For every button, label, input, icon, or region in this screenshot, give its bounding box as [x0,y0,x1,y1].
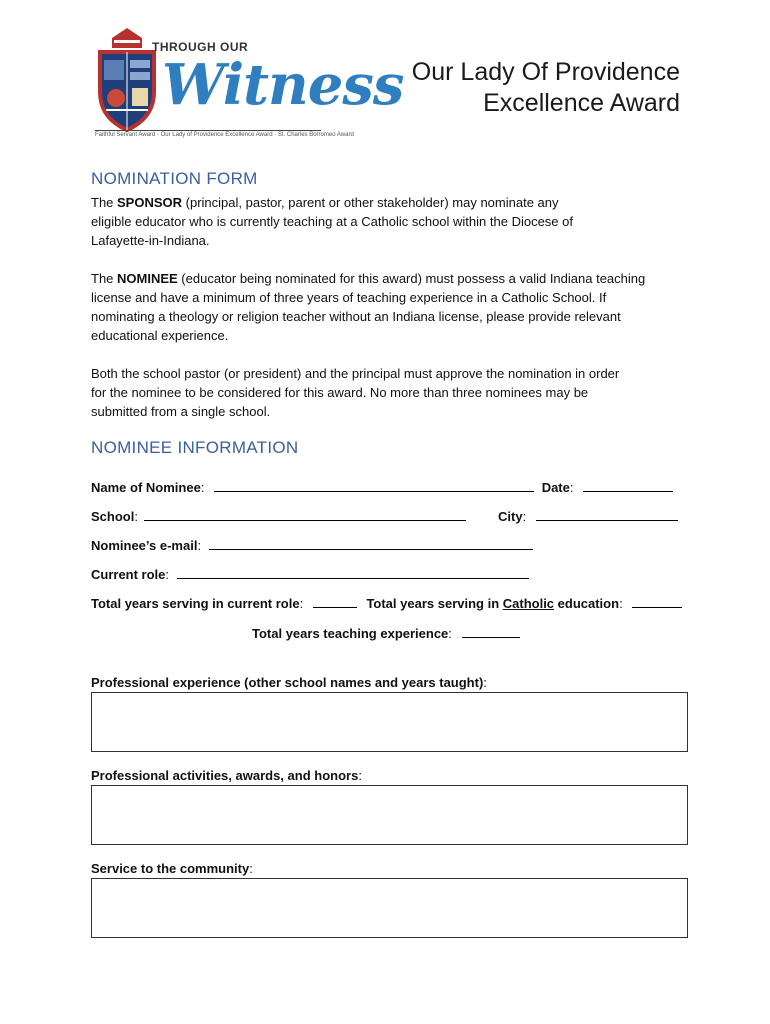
date-field[interactable] [583,480,673,492]
nominee-name-row [91,480,673,495]
colon: : [448,626,452,641]
years-row [91,596,682,611]
title-line-1: Our Lady Of Providence [411,58,680,86]
current-role-field[interactable] [177,567,529,579]
email-field[interactable] [209,538,533,550]
text-run: nominating a theology or religion teacher without an Indiana license, please provide relevant [91,309,621,324]
text-run: Lafayette-in-Indiana. [91,233,210,248]
colon: : [619,596,623,611]
years-current-role-field[interactable] [313,596,357,608]
school-field[interactable] [144,509,466,521]
city-field[interactable] [536,509,678,521]
logo-tagline: Faithful Servant Award · Our Lady of Providence Excellence Award · St. Charles Borromeo Award [95,132,354,138]
years-catholic-label: Total years serving in [366,596,503,611]
current-role-row [91,567,529,582]
nominee-name-field[interactable] [214,480,534,492]
current-role-label: Current role [91,567,166,582]
colon: : [200,480,205,495]
nominee-paragraph [91,269,691,345]
city-row [498,509,678,524]
text-run: The [91,195,118,210]
colon: : [522,509,527,524]
text-run: license and have a minimum of three years of teaching experience in a Catholic School. If [91,290,607,305]
school-label: School [91,509,135,524]
years-teaching-field[interactable] [462,626,520,638]
text-run: (educator being nominated for this award) must possess a valid Indiana teaching [177,271,646,286]
approval-paragraph [91,364,691,421]
colon: : [197,538,202,553]
colon: : [299,596,304,611]
text-run: educational experience. [91,328,229,343]
colon: : [134,509,138,524]
years-catholic-label-end: education [554,596,620,611]
logo-top-text: THROUGH OUR [152,40,249,54]
colon: : [165,567,170,582]
title-line-2: Excellence Award [483,89,680,117]
years-current-role-label: Total years serving in current role [91,596,300,611]
email-row [91,538,533,553]
colon: : [249,861,253,876]
text-run: for the nominee to be considered for this award. No more than three nominees may be [91,385,589,400]
years-teaching-label: Total years teaching experience [252,626,449,641]
years-catholic-field[interactable] [632,596,682,608]
sponsor-keyword: SPONSOR [117,195,183,210]
professional-experience-label [91,675,487,690]
date-label: Date [541,480,570,495]
logo-script-text: Witness [162,52,404,118]
colon: : [569,480,574,495]
text-run: submitted from a single school. [91,404,271,419]
nominee-name-label: Name of Nominee [91,480,201,495]
text-run: Both the school pastor (or president) and the principal must approve the nomination in order [91,366,620,381]
professional-activities-label [91,768,362,783]
colon: : [483,675,487,690]
years-teaching-row [252,626,520,641]
witness-logo [92,26,404,144]
nominee-information-heading: NOMINEE INFORMATION [91,438,299,457]
city-label: City [498,509,523,524]
school-row [91,509,466,524]
service-community-label [91,861,253,876]
text-run: eligible educator who is currently teaching at a Catholic school within the Diocese of [91,214,573,229]
sponsor-paragraph [91,193,691,250]
label-text: Professional activities, awards, and honors [91,768,359,783]
colon: : [358,768,362,783]
label-text: Service to the community [91,861,250,876]
professional-activities-textbox[interactable] [91,785,688,845]
professional-experience-textbox[interactable] [91,692,688,752]
nomination-form-heading: NOMINATION FORM [91,169,258,188]
text-run: (principal, pastor, parent or other stakeholder) may nominate any [182,195,559,210]
service-community-textbox[interactable] [91,878,688,938]
catholic-word: Catholic [502,596,555,611]
text-run: The [91,271,118,286]
document-title [412,57,680,119]
label-text: Professional experience (other school names and years taught) [91,675,484,690]
email-label: Nominee’s e-mail [91,538,198,553]
nominee-keyword: NOMINEE [117,271,178,286]
